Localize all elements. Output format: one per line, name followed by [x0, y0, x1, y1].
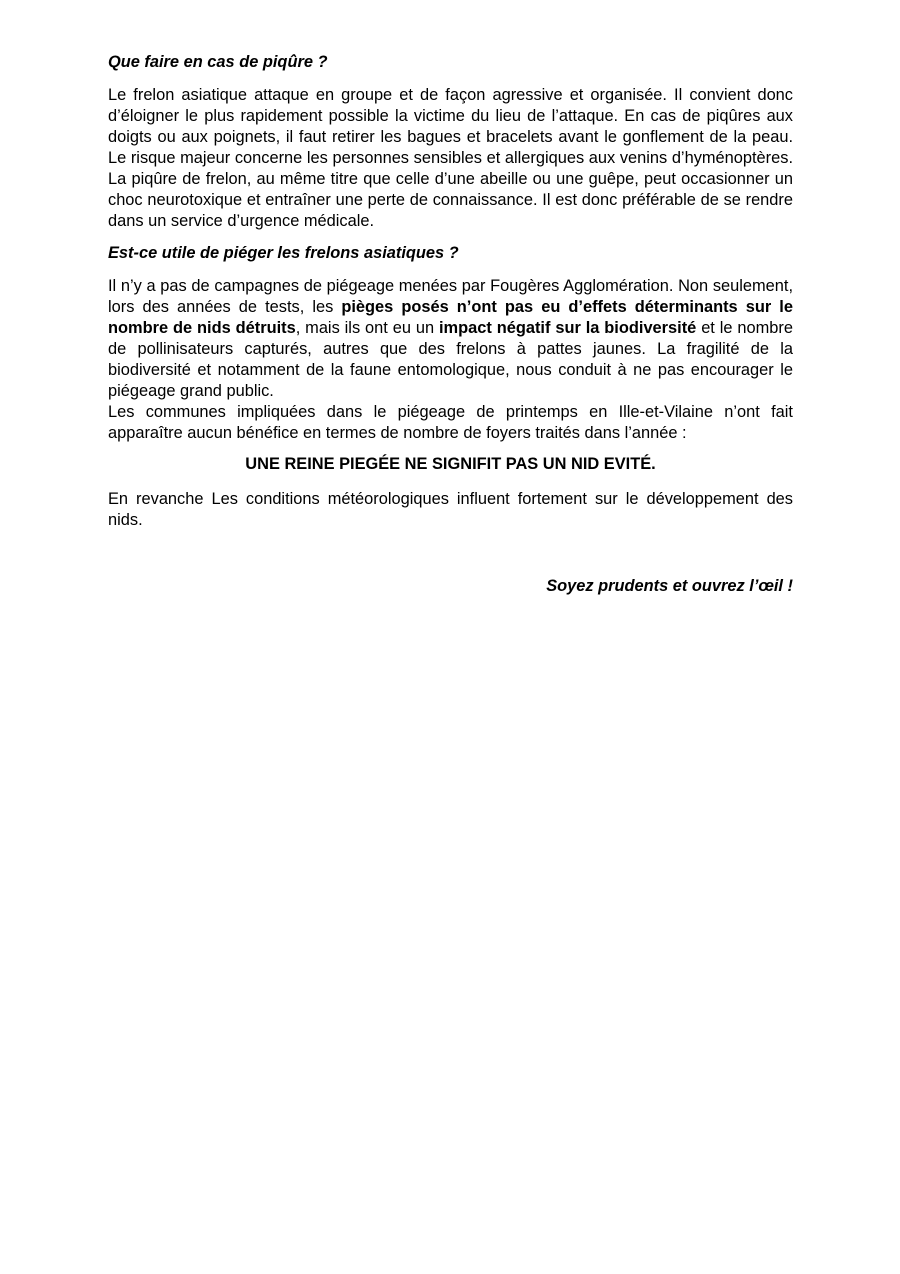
- text-segment: , mais ils ont eu un: [295, 319, 439, 337]
- section-heading-trapping: Est-ce utile de piéger les frelons asiatiques ?: [108, 244, 459, 262]
- paragraph-weather: En revanche Les conditions météorologiques influent fortement sur le développement des nids.: [108, 490, 793, 529]
- text-segment: et le nombre de pollinisateurs capturés, autres que des frelons à pattes jaunes. La fragilité de la biodiversité et notamment de la faune entomologique, nous conduit à ne pas encourager le piégeage grand public.: [108, 319, 793, 400]
- paragraph-sting-advice: Le frelon asiatique attaque en groupe et de façon agressive et organisée. Il convient donc d’éloigner le plus rapidement possible la victime du lieu de l’attaque. En cas de piqûres aux doigts ou aux poignets, il faut retirer les bagues et bracelets avant le gonflement de la peau. Le risque majeur concerne les personnes sensibles et allergiques aux venins d’hyménoptères. La piqûre de frelon, au même titre que celle d’une abeille ou une guêpe, peut occasionner un choc neurotoxique et entraîner une perte de connaissance. Il est donc préférable de se rendre dans un service d’urgence médicale.: [108, 86, 793, 230]
- text-segment: Il n’y a pas de campagnes de piégeage menées par Fougères Agglomération. Non seulement, lors des années de tests, les: [108, 277, 793, 316]
- section-heading-sting: Que faire en cas de piqûre ?: [108, 53, 328, 71]
- closing-line: Soyez prudents et ouvrez l’œil !: [546, 577, 793, 595]
- highlight-statement: UNE REINE PIEGÉE NE SIGNIFIT PAS UN NID EVITÉ.: [245, 455, 656, 473]
- paragraph-trapping: [108, 276, 793, 402]
- paragraph-communes: Les communes impliquées dans le piégeage de printemps en Ille-et-Vilaine n’ont fait apparaître aucun bénéfice en termes de nombre de foyers traités dans l’année :: [108, 403, 793, 442]
- bold-segment-biodiversity-impact: impact négatif sur la biodiversité: [438, 319, 697, 337]
- bold-segment-traps-no-effect: pièges posés n’ont pas eu d’effets déterminants sur le nombre de nids détruits: [108, 298, 793, 337]
